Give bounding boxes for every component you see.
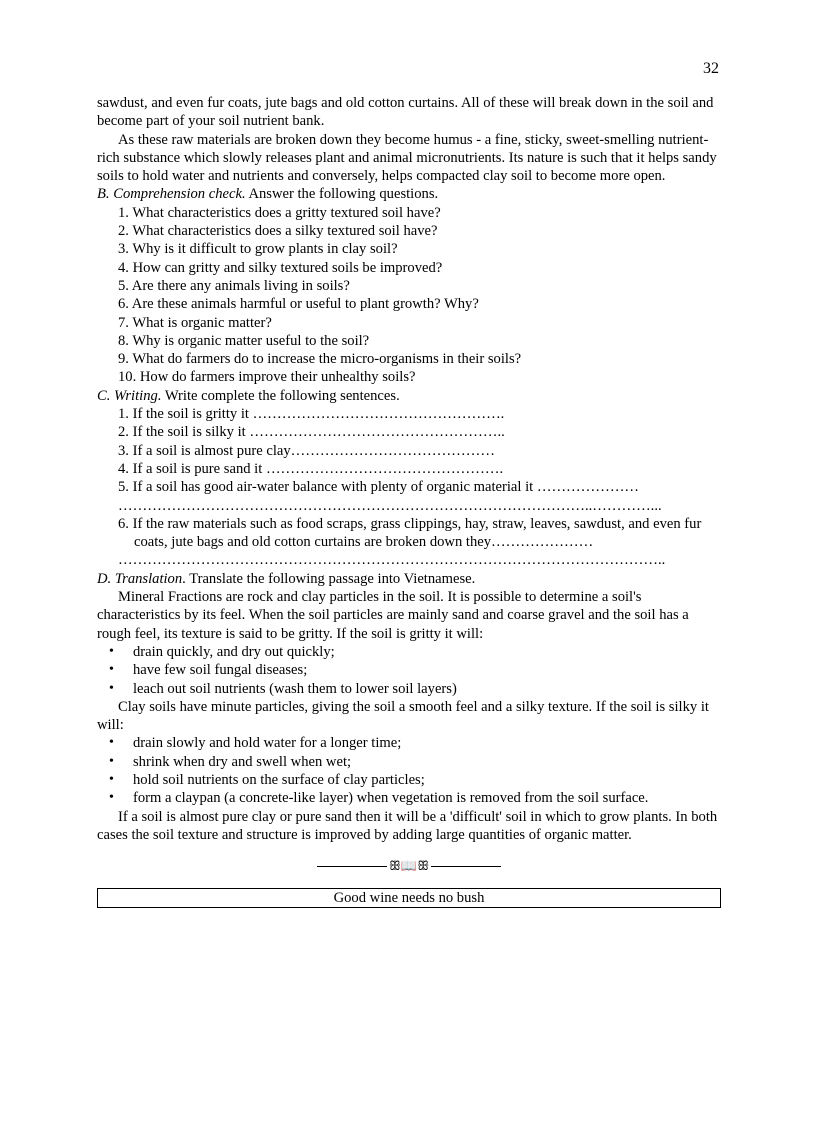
question: 2. What characteristics does a silky textured soil have? xyxy=(118,223,438,240)
section-divider xyxy=(97,858,721,876)
list-item: • hold soil nutrients on the surface of clay particles; xyxy=(97,771,721,789)
question: 8. Why is organic matter useful to the soil? xyxy=(118,332,370,349)
humus-paragraph: As these raw materials are broken down they become humus - a fine, sticky, sweet-smelling nutrient-rich substance which slowly releases plant and animal micronutrients. Its nature is such that it helps sandy soils to hold water and nutrients and conversely, helps compacted clay soil to become more open. xyxy=(97,131,717,185)
section-c-instruction: Write complete the following sentences. xyxy=(161,387,400,404)
section-c-heading xyxy=(97,387,721,405)
translation-paragraph-3: If a soil is almost pure clay or pure sand then it will be a 'difficult' soil in which to grow plants. In both cases the soil texture and structure is improved by adding large quantities of organic matter. xyxy=(97,808,718,843)
translation-paragraph-1: Mineral Fractions are rock and clay particles in the soil. It is possible to determine a soil's characteristics by its feel. When the soil particles are mainly sand and coarse gravel and the soil has a rough feel, its texture is said to be gritty. If the soil is gritty it will: xyxy=(97,589,689,642)
list-item: • drain slowly and hold water for a longer time; xyxy=(97,734,721,752)
list-item: • shrink when dry and swell when wet; xyxy=(97,753,721,771)
writing-item: 5. If a soil has good air-water balance with plenty of organic material it ………………… xyxy=(118,479,640,496)
section-b-title: B. Comprehension check. xyxy=(97,186,246,203)
silky-bullet-list xyxy=(97,734,721,807)
gritty-bullet-list xyxy=(97,643,721,698)
intro-paragraph: sawdust, and even fur coats, jute bags and old cotton curtains. All of these will break down in the soil and become part of your soil nutrient bank. xyxy=(97,95,714,130)
section-c-title: C. Writing. xyxy=(97,387,162,404)
answer-dots-line: ……………………………………………………………………………………..…………... xyxy=(118,497,662,514)
writing-item: 4. If a soil is pure sand it …………………………………………. xyxy=(118,460,504,477)
writing-item: 6. If the raw materials such as food scraps, grass clippings, hay, straw, leaves, sawdust, and even fur coats, jute bags and old cotton curtains are broken down they………………… xyxy=(118,515,702,551)
writing-item: 2. If the soil is silky it …………………………………………….. xyxy=(118,424,505,441)
question: 5. Are there any animals living in soils? xyxy=(118,277,350,294)
question: 1. What characteristics does a gritty textured soil have? xyxy=(118,204,441,221)
list-item: • have few soil fungal diseases; xyxy=(97,661,721,679)
proverb-box: Good wine needs no bush xyxy=(97,888,721,908)
answer-dots-line: ………………………………………………………………………………………………….. xyxy=(118,552,666,569)
book-ornament-icon: ꕥ📖ꕥ xyxy=(388,859,430,875)
question-list xyxy=(97,204,721,387)
writing-item: 3. If a soil is almost pure clay…………………………………… xyxy=(118,442,495,459)
section-d-heading xyxy=(97,570,721,588)
question: 6. Are these animals harmful or useful to plant growth? Why? xyxy=(118,296,479,313)
question: 3. Why is it difficult to grow plants in clay soil? xyxy=(118,241,398,258)
section-b-heading xyxy=(97,185,721,203)
divider-line-left xyxy=(317,866,387,867)
section-d-instruction: . Translate the following passage into Vietnamese. xyxy=(182,570,476,587)
translation-paragraph-2: Clay soils have minute particles, giving the soil a smooth feel and a silky texture. If the soil is silky it will: xyxy=(97,698,709,734)
section-d-title: D. Translation xyxy=(97,570,183,587)
question: 9. What do farmers do to increase the micro-organisms in their soils? xyxy=(118,351,522,368)
question: 7. What is organic matter? xyxy=(118,314,272,331)
question: 4. How can gritty and silky textured soils be improved? xyxy=(118,259,443,276)
list-item: • drain quickly, and dry out quickly; xyxy=(97,643,721,661)
writing-item: 1. If the soil is gritty it ……………………………………………. xyxy=(118,406,505,423)
divider-line-right xyxy=(431,866,501,867)
page xyxy=(97,58,721,908)
list-item: • form a claypan (a concrete-like layer) when vegetation is removed from the soil surface. xyxy=(97,789,721,807)
list-item: • leach out soil nutrients (wash them to lower soil layers) xyxy=(97,680,721,698)
writing-list xyxy=(97,405,721,570)
section-b-instruction: Answer the following questions. xyxy=(245,186,439,203)
question: 10. How do farmers improve their unhealthy soils? xyxy=(118,369,416,386)
page-number: 32 xyxy=(703,60,719,77)
